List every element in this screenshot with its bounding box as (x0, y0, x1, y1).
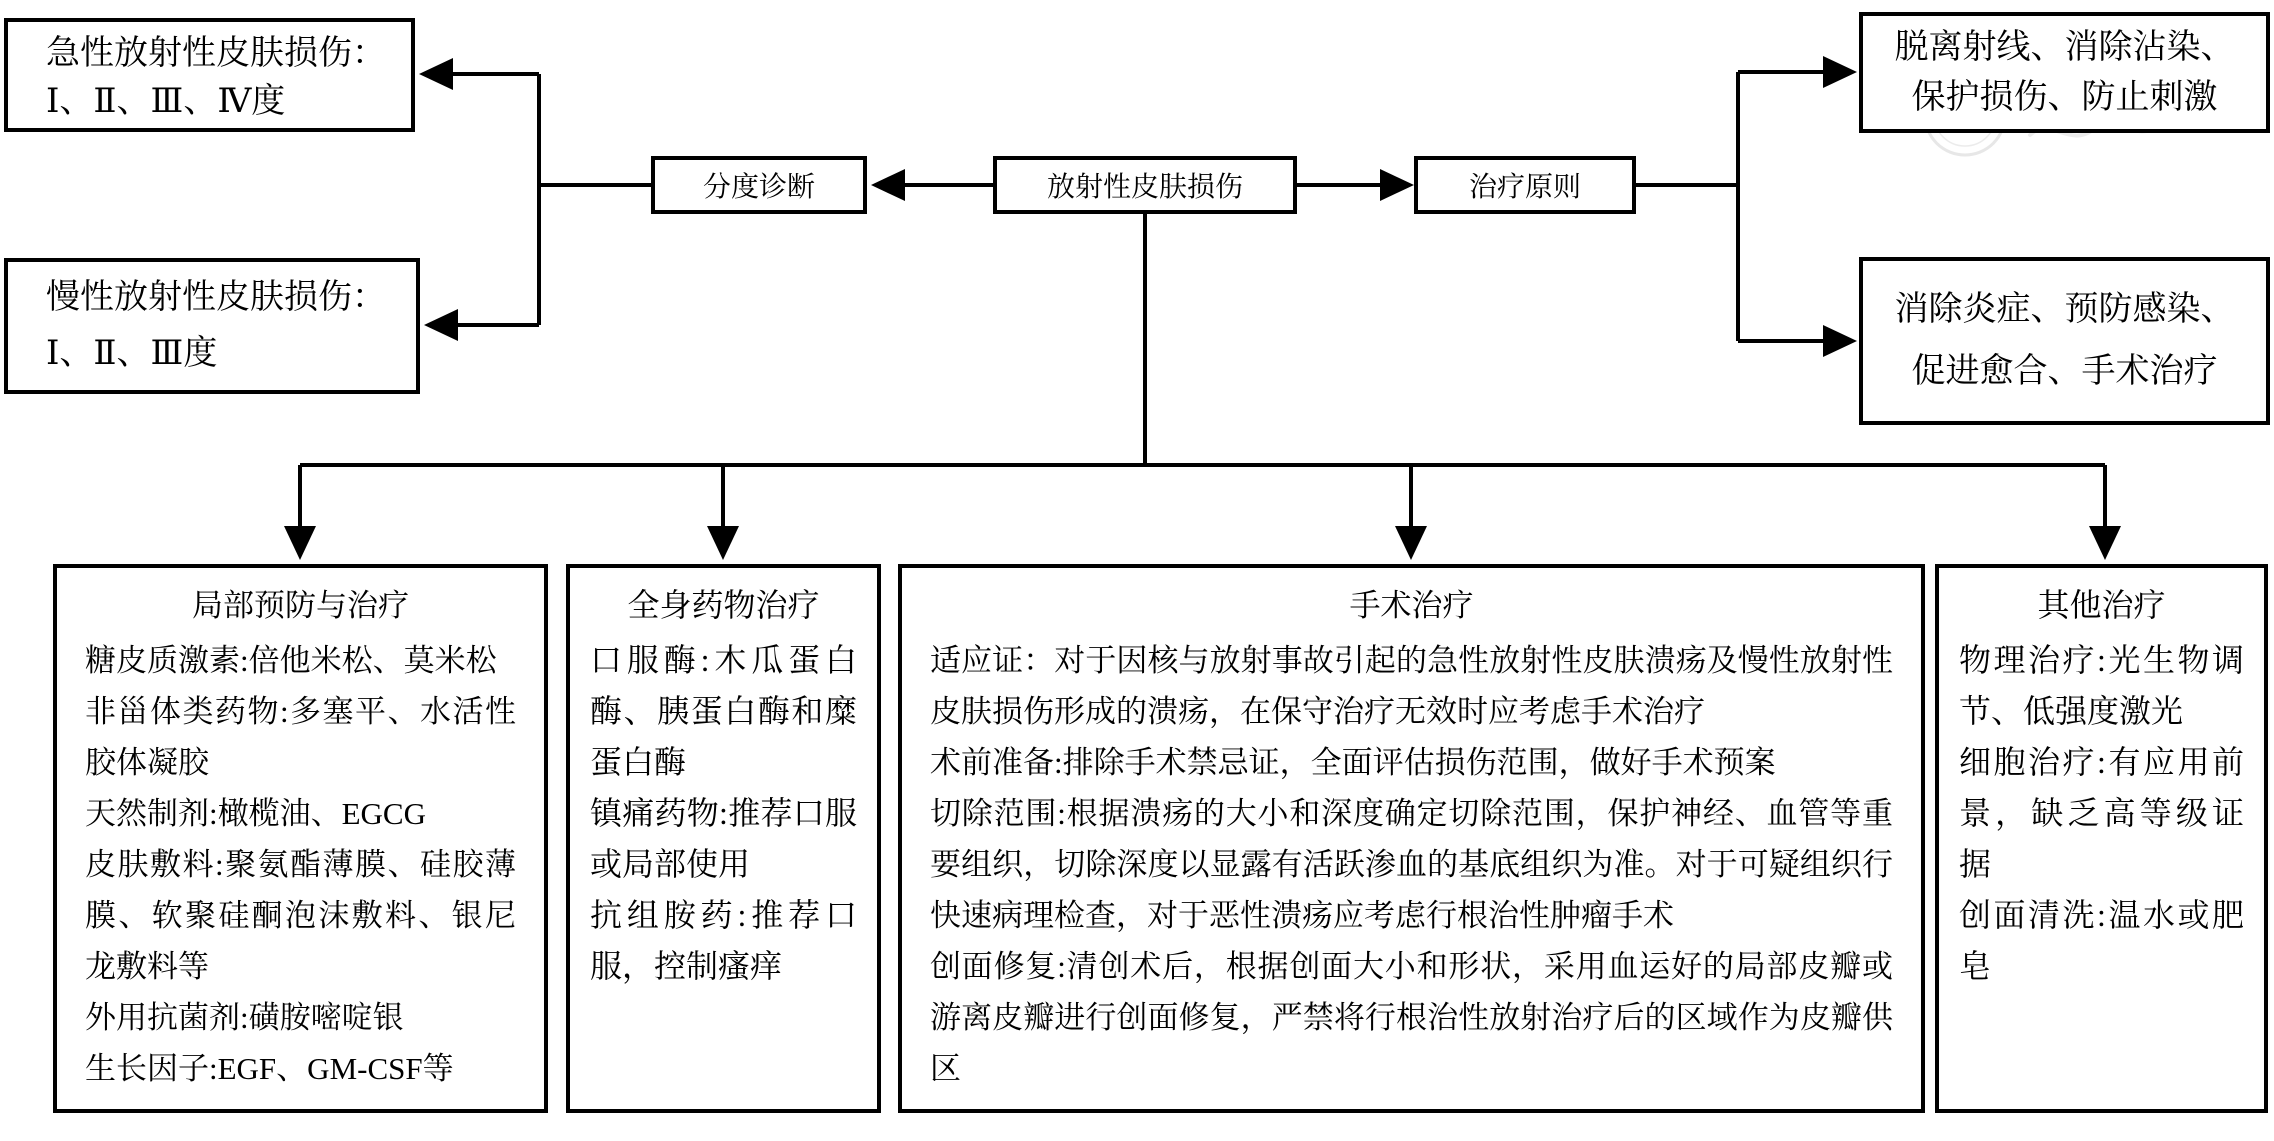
local-item: 糖皮质激素:倍他米松、莫米松 (85, 643, 497, 678)
node-protect-line2: 保护损伤、防止刺激 (1911, 78, 2218, 116)
node-local-treatment (53, 564, 548, 1113)
node-acute-injury (4, 18, 415, 132)
connector-lines (300, 72, 2105, 528)
other-item: 物理治疗:光生物调节、低强度激光 (1959, 642, 2244, 729)
node-principles-label: 治疗原则 (1468, 172, 1581, 203)
systemic-item: 口服酶:木瓜蛋白酶、胰蛋白酶和糜蛋白酶 (590, 642, 857, 780)
node-protect-line1: 脱离射线、消除沾染、 (1894, 28, 2235, 66)
arrowhead-principles (1380, 169, 1414, 201)
surgery-item: 适应证：对于因核与放射事故引起的急性放射性皮肤溃疡及慢性放射性皮肤损伤形成的溃疡，在保守治疗无效时应考虑手术治疗 (930, 643, 1893, 729)
other-title: 其他治疗 (2037, 587, 2166, 623)
local-item: 外用抗菌剂:磺胺嘧啶银 (85, 1000, 404, 1035)
node-surgical-treatment (898, 564, 1925, 1113)
arrowhead-inflammation (1823, 325, 1857, 357)
node-principle-protect (1859, 12, 2270, 133)
arrowheads (284, 56, 2121, 560)
surgery-title: 手术治疗 (1349, 588, 1474, 623)
local-item: 皮肤敷料:聚氨酯薄膜、硅胶薄膜、软聚硅酮泡沫敷料、银尼龙敷料等 (85, 847, 516, 984)
systemic-title: 全身药物治疗 (627, 587, 820, 623)
surgery-item: 切除范围:根据溃疡的大小和深度确定切除范围，保护神经、血管等重要组织，切除深度以显露有活跃渗血的基底组织为准。对于可疑组织行快速病理检查，对于恶性溃疡应考虑行根治性肿瘤手术 (930, 796, 1893, 933)
local-title: 局部预防与治疗 (192, 588, 409, 623)
arrowhead-local (284, 526, 316, 560)
surgery-item: 术前准备:排除手术禁忌证，全面评估损伤范围，做好手术预案 (930, 745, 1776, 780)
arrowhead-grading (871, 169, 905, 201)
arrowhead-other (2089, 526, 2121, 560)
node-inflammation-line1: 消除炎症、预防感染、 (1894, 291, 2235, 328)
node-chronic-line1: 慢性放射性皮肤损伤： (46, 279, 386, 316)
node-principle-inflammation (1859, 257, 2270, 425)
node-other-treatment (1935, 564, 2268, 1113)
other-item: 细胞治疗:有应用前景，缺乏高等级证据 (1959, 744, 2244, 882)
node-chronic-injury (4, 258, 420, 394)
node-grading-diagnosis (651, 156, 867, 214)
node-acute-line2: Ⅰ、Ⅱ、Ⅲ、Ⅳ度 (46, 83, 286, 120)
systemic-item: 镇痛药物:推荐口服或局部使用 (590, 795, 857, 882)
node-root-label: 放射性皮肤损伤 (1046, 172, 1243, 203)
arrowhead-acute (419, 58, 453, 90)
other-item: 创面清洗:温水或肥皂 (1959, 897, 2244, 984)
local-item: 生长因子:EGF、GM-CSF等 (85, 1051, 454, 1086)
local-item: 非甾体类药物:多塞平、水活性胶体凝胶 (85, 694, 516, 780)
local-item: 天然制剂:橄榄油、EGCG (85, 796, 426, 831)
node-inflammation-line2: 促进愈合、手术治疗 (1911, 353, 2218, 390)
node-grading-label: 分度诊断 (702, 172, 815, 203)
arrowhead-surgery (1395, 526, 1427, 560)
node-systemic-treatment (566, 564, 881, 1113)
surgery-item: 创面修复:清创术后，根据创面大小和形状，采用血运好的局部皮瓣或游离皮瓣进行创面修复，严禁将行根治性放射治疗后的区域作为皮瓣供区 (930, 949, 1893, 1086)
systemic-item: 抗组胺药:推荐口服，控制瘙痒 (590, 897, 857, 984)
node-acute-line1: 急性放射性皮肤损伤： (46, 35, 386, 72)
node-root (993, 156, 1297, 214)
node-chronic-line2: Ⅰ、Ⅱ、Ⅲ度 (46, 335, 218, 372)
arrowhead-protect (1823, 56, 1857, 88)
node-treatment-principles (1414, 156, 1636, 214)
arrowhead-chronic (424, 309, 458, 341)
arrowhead-systemic (707, 526, 739, 560)
